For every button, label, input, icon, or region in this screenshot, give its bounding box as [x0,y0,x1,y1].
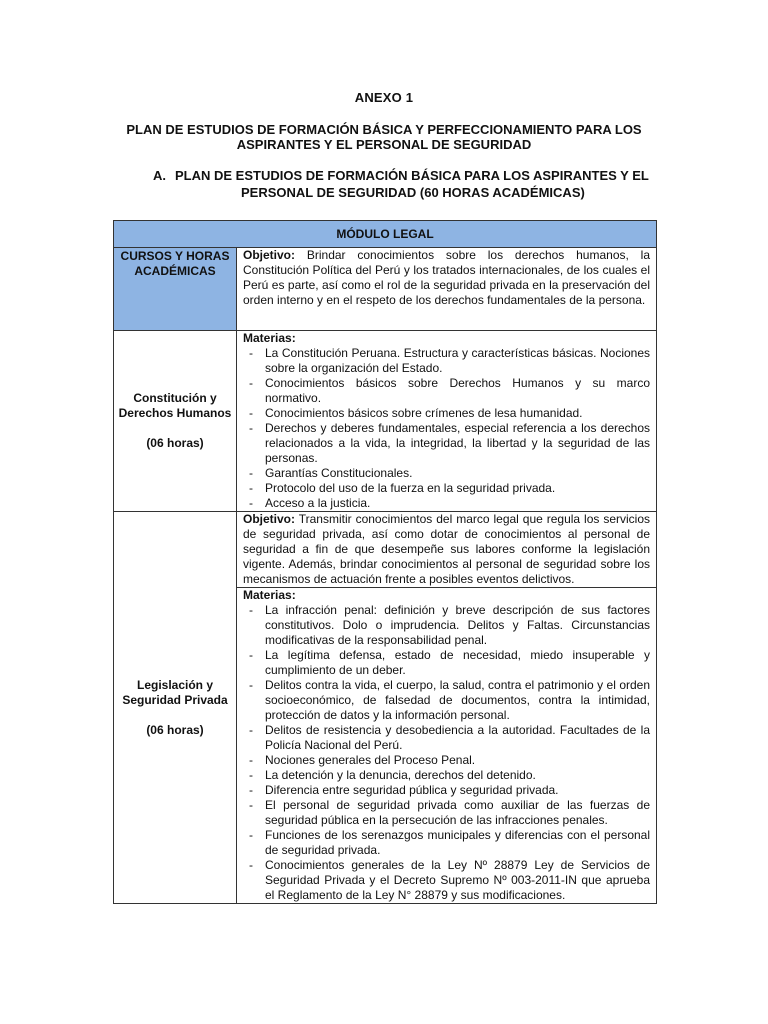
course-cell [114,331,237,512]
objective-text: Brindar conocimientos sobre los derechos humanos, la Constitución Política del Perú y los tratados internacionales, de los cuales el Perú es parte, así como el rol de la seguridad privada en la preservación del orden interno y en el respeto de los derechos fundamentales de la persona. [243,248,651,307]
materias-list [243,346,650,511]
objective-label: Objetivo: [243,512,296,526]
materia-item: - Funciones de los serenazgos municipales y diferencias con el personal de seguridad privada. [243,828,650,858]
materias-cell [237,331,657,512]
materia-item: - La Constitución Peruana. Estructura y características básicas. Nociones sobre la organización del Estado. [243,346,650,376]
module-header: MÓDULO LEGAL [114,221,657,248]
materia-item: - Nociones generales del Proceso Penal. [243,753,650,768]
materias-label: Materias: [243,588,296,602]
materia-item: - Conocimientos generales de la Ley Nº 28879 Ley de Servicios de Seguridad Privada y el Decreto Supremo Nº 003-2011-IN que aprueba el Reglamento de la Ley N° 28879 y sus modificaciones. [243,858,650,903]
materia-item: - Delitos contra la vida, el cuerpo, la salud, contra el patrimonio y el orden socioeconómico, de falsedad de documentos, contra la intimidad, protección de datos y la información personal. [243,678,650,723]
objective-label: Objetivo: [243,248,296,262]
materia-item: - Conocimientos básicos sobre Derechos Humanos y su marco normativo. [243,376,650,406]
materia-item: - La legítima defensa, estado de necesidad, miedo insuperable y cumplimiento de un deber. [243,648,650,678]
materia-item: - Diferencia entre seguridad pública y seguridad privada. [243,783,650,798]
section-letter: A. [153,168,166,183]
course-name: Constitución y Derechos Humanos [118,391,232,420]
annex-title: ANEXO 1 [354,90,414,105]
objective-text: Transmitir conocimientos del marco legal que regula los servicios de seguridad privada, así como dotar de conocimientos al personal de seguridad a fin de que desempeñe sus labores conforme la legislación vigente. Además, brindar conocimientos al personal de seguridad sobre los mecanismos de actuación frente a posibles eventos delictivos. [243,512,651,586]
section-title-line1: PLAN DE ESTUDIOS DE FORMACIÓN BÁSICA PARA LOS ASPIRANTES Y EL [175,168,649,183]
materias-label: Materias: [243,331,296,345]
materias-list [243,603,650,903]
course-cell [114,512,237,904]
materia-item: - Garantías Constitucionales. [243,466,650,481]
materia-item: - Acceso a la justicia. [243,496,650,511]
course-hours: (06 horas) [146,722,204,737]
materia-item: - Derechos y deberes fundamentales, especial referencia a los derechos relacionados a la vida, la integridad, la libertad y la seguridad de las personas. [243,421,650,466]
section-title-line2: PERSONAL DE SEGURIDAD (60 HORAS ACADÉMICAS) [241,185,585,200]
objective-cell [237,248,657,331]
materias-cell [237,588,657,904]
materia-item: - La detención y la denuncia, derechos del detenido. [243,768,650,783]
course-hours: (06 horas) [146,436,204,450]
objective-cell [237,512,657,588]
materia-item: - Delitos de resistencia y desobediencia a la autoridad. Facultades de la Policía Nacional del Perú. [243,723,650,753]
plan-title: PLAN DE ESTUDIOS DE FORMACIÓN BÁSICA Y PERFECCIONAMIENTO PARA LOS ASPIRANTES Y EL PERSONAL DE SEGURIDAD [126,122,642,152]
materia-item: - Conocimientos básicos sobre crímenes de lesa humanidad. [243,406,650,421]
materia-item: - Protocolo del uso de la fuerza en la seguridad privada. [243,481,650,496]
course-name: Legislación y Seguridad Privada [122,677,228,707]
materia-item: - El personal de seguridad privada como auxiliar de las fuerzas de seguridad pública en la persecución de las infracciones penales. [243,798,650,828]
column-header: CURSOS Y HORAS ACADÉMICAS [114,248,237,331]
module-table [113,220,657,904]
materia-item: - La infracción penal: definición y breve descripción de sus factores constitutivos. Dolo o imprudencia. Delitos y Faltas. Circunstancias modificativas de la responsabilidad penal. [243,603,650,648]
